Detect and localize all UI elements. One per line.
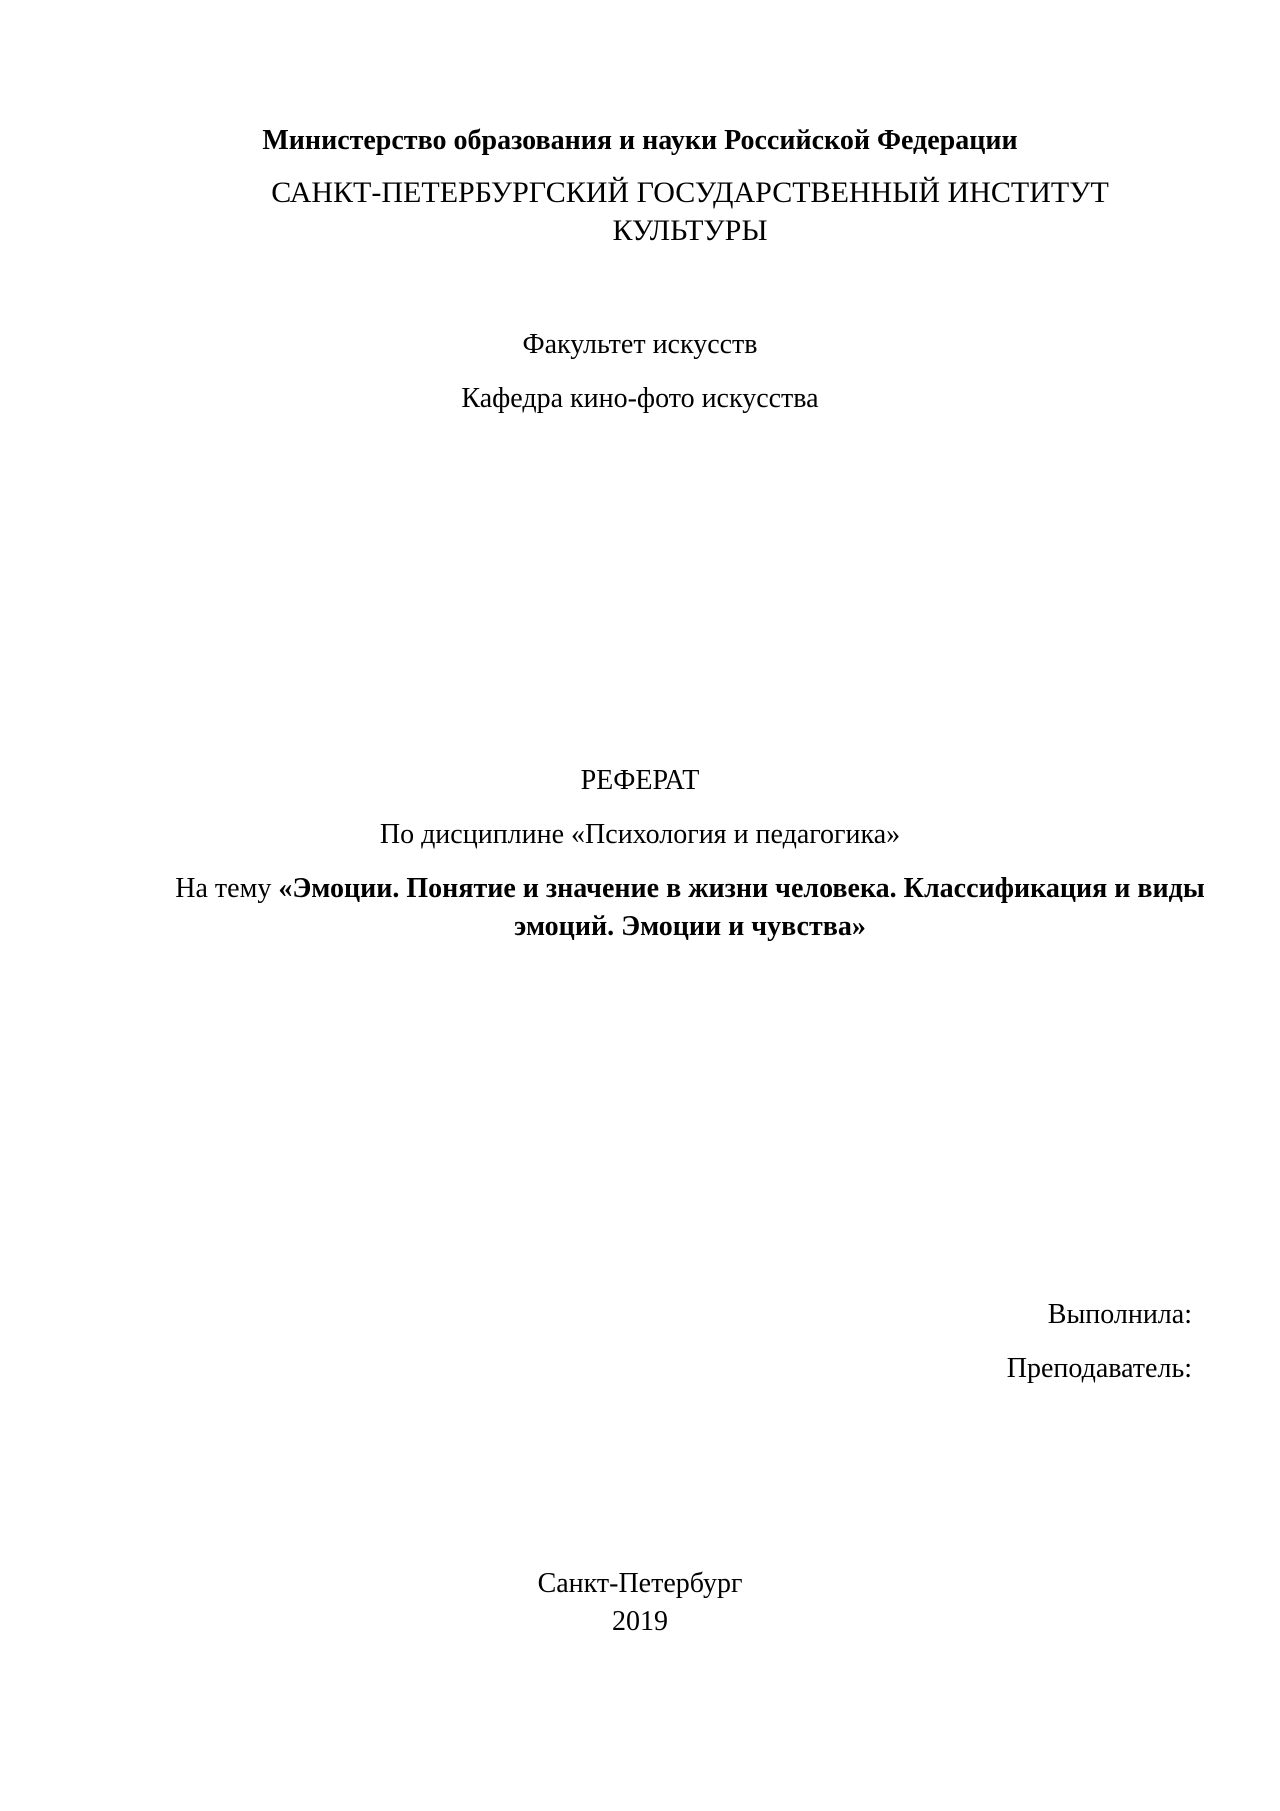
department-name: Кафедра кино-фото искусства xyxy=(461,383,819,414)
teacher-label: Преподаватель: xyxy=(1006,1353,1192,1384)
topic-title: «Эмоции. Понятие и значение в жизни человека. Классификация и виды эмоций. Эмоции и чувства» xyxy=(278,873,1205,942)
ministry-heading: Министерство образования и науки Российской Федерации xyxy=(262,125,1018,156)
city-name: Санкт-Петербург xyxy=(537,1568,743,1599)
topic-prefix: На тему xyxy=(175,873,279,904)
discipline-line: По дисциплине «Психология и педагогика» xyxy=(379,819,901,850)
performer-label: Выполнила: xyxy=(1047,1299,1192,1330)
work-type-title: РЕФЕРАТ xyxy=(580,765,700,796)
topic-block xyxy=(175,870,1205,946)
faculty-name: Факультет искусств xyxy=(522,329,758,360)
institute-name: САНКТ-ПЕТЕРБУРГСКИЙ ГОСУДАРСТВЕННЫЙ ИНСТИТУТ КУЛЬТУРЫ xyxy=(271,176,1109,247)
year: 2019 xyxy=(612,1606,668,1637)
